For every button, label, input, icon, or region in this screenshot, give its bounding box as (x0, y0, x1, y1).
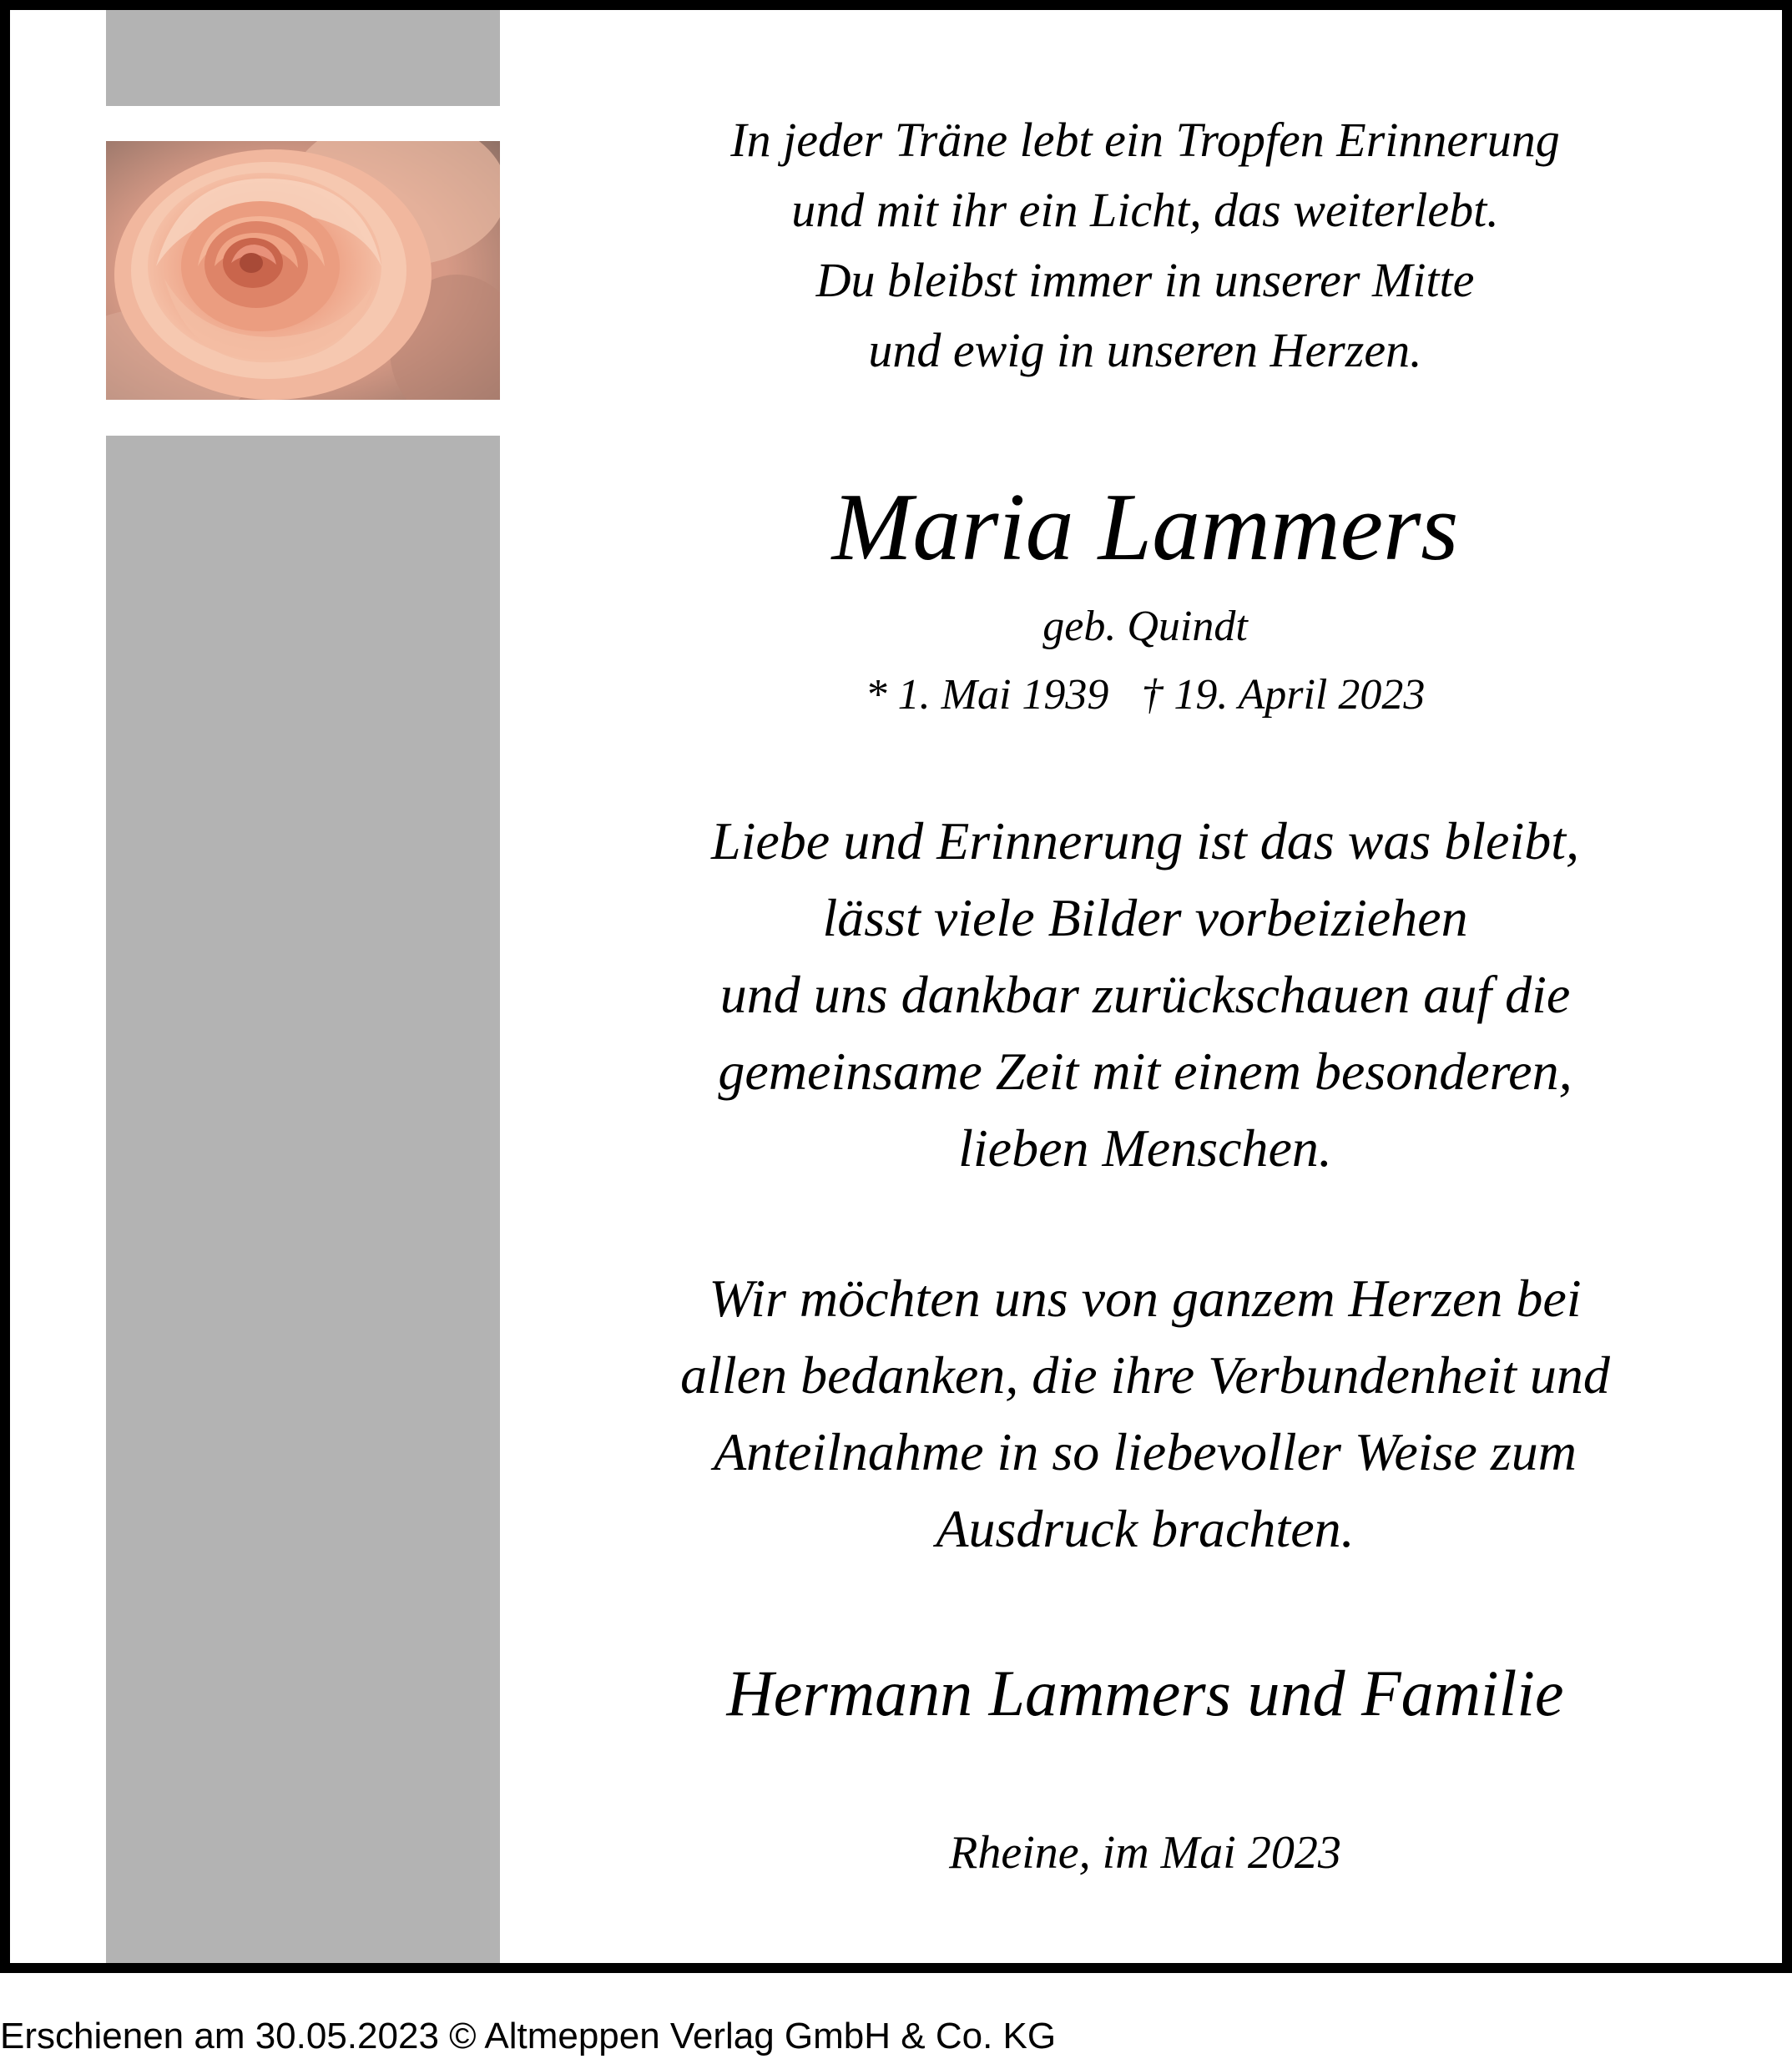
poem-line: und ewig in unseren Herzen. (868, 323, 1422, 377)
family-signature: Hermann Lammers und Familie (726, 1657, 1564, 1729)
sidebar-gray-top (106, 10, 500, 106)
birth-date: * 1. Mai 1939 (865, 671, 1109, 719)
verse-line: allen bedanken, die ihre Verbundenheit und (680, 1345, 1610, 1405)
verse-line: gemeinsame Zeit mit einem besonderen, (718, 1042, 1572, 1101)
thanks-verse (544, 1260, 1746, 1567)
rose-image (106, 141, 500, 400)
deceased-name: Maria Lammers (831, 474, 1459, 581)
life-dates (544, 666, 1746, 724)
verse-line: lieben Menschen. (958, 1118, 1332, 1178)
verse-line: und uns dankbar zurückschauen auf die (719, 965, 1571, 1024)
poem-line: Du bleibst immer in unserer Mitte (815, 253, 1475, 307)
death-date: † 19. April 2023 (1141, 671, 1426, 719)
place-date: Rheine, im Mai 2023 (949, 1827, 1341, 1879)
maiden-name: geb. Quindt (1042, 603, 1248, 650)
publication-footer: Erschienen am 30.05.2023 © Altmeppen Verlag GmbH & Co. KG (0, 2016, 1057, 2056)
poem-line: und mit ihr ein Licht, das weiterlebt. (791, 183, 1499, 237)
verse-line: lässt viele Bilder vorbeiziehen (822, 888, 1468, 947)
memory-verse (544, 803, 1746, 1187)
verse-line: Anteilnahme in so liebevoller Weise zum (714, 1422, 1577, 1481)
sidebar-gray-bottom (106, 436, 500, 1963)
verse-line: Ausdruck brachten. (936, 1499, 1355, 1558)
verse-line: Wir möchten uns von ganzem Herzen bei (709, 1269, 1582, 1328)
verse-line: Liebe und Erinnerung ist das was bleibt, (711, 811, 1579, 870)
opening-poem (544, 105, 1746, 386)
poem-line: In jeder Träne lebt ein Tropfen Erinnerung (730, 113, 1560, 167)
